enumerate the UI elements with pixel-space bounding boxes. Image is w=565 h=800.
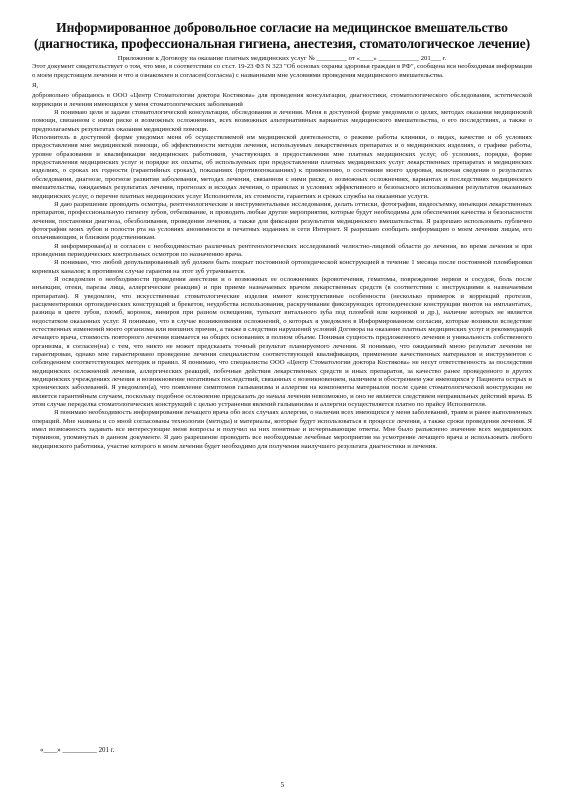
contract-appendix-line: Приложение к Договору на оказание платных медицинских услуг № _________ от «____» ____________ 201___ г. <box>117 55 447 62</box>
depulped-tooth-paragraph: Я понимаю, что любой депульпированный зуб должен быть покрыт постоянной ортопедической конструкцией в течение 1 месяца после постоянной пломбировки корневых каналов; в противном случае гарантия на этот зуб утрачивается. <box>32 259 532 275</box>
title-line-2: (диагностика, профессиональная гигиена, анестезия, стоматологическое лечение) <box>33 36 531 51</box>
xray-paragraph: Я информирован(а) и согласен с необходимостью различных рентгенологических исследований челюстно-лицевой области до лечения, во время лечения и при проведении периодических контрольных осмотров по назначению врача. <box>32 242 532 258</box>
risks-paragraph: Я осведомлен о необходимости проведения анестезии и о возможных ее осложнениях (кровотечения, гематомы, повреждение нервов и сосудов, боль после инъекции, отеки, парезы лица, аллергические реакции) и при приеме назначаемых врачом лекарственных средств (в соответствии с инструкциями к назначаемым препаратам). Я уведомлен, что искусственные стоматологические изделия имеют конструктивные особенности (несколько примерок и коррекций протезов, расцементировки ортопедических конструкций и брекетов, неудобства использования, раскручивание фиксирующих ортопедические конструкции винтов на имплантатах, разница в цвете зубов, пломб, коронок, виниров при разном освещении, тупыхит витального зуба под пломбой или коронкой и др.), наличие которых не является недостатком оказанных услуг. Я понимаю, что в случае возникновения осложнений, о которых я уведомлен в Информированном согласии, которые возникли вследствие естественных изменений моего организма или внешних причин, а также в следствии нарушений условий Договора на оказание платных медицинских услуг и рекомендаций лечащего врача, стоимость повторного лечения взимается на общих основаниях в полном объеме. Понимая сущность предложенного лечения и уникальность собственного организма, я согласен(на) с тем, что никто не может предсказать точный результат планируемого лечения. Я понимаю, что ожидаемый мною результат лечения не гарантирован, однако мне гарантировано проведение лечения специалистом соответствующей квалификации, применение качественных материалов и инструментов с соблюдением соответствующих методик и правил. Я понимаю, что специалисты ООО «Центр Стоматологии доктора Костякова» не несут ответственность за последствия медицинских осложнений лечения, аллергических реакций, побочные действия лекарственных средств и иных препаратов, за качество ранее проведенного в других медицинских учреждениях лечения и возникновение негативных последствий, связанных с возникновением, наличием и обострением уже имеющихся у Пациента острых и хронических заболеваний. Я уведомлен(а), что появление симптомов гальванизма и аллергии на компоненты материалов после сдачи стоматологической конструкции не является гарантийным случаем, поскольку подобное осложнение предсказать до начала лечения невозможно, и оно не является следствием неправильных действий врача. В этом случае переделка стоматологических конструкций с целью устранения явлений гальванизма и аллергии осуществляется платно по прайсу Исполнителя. <box>32 275 532 409</box>
document-title <box>32 20 532 52</box>
consent-document <box>32 20 532 451</box>
intro-paragraph: Этот документ свидетельствует о том, что мне, в соответствии со ст.ст. 19-23 ФЗ N 323 "Об основах охраны здоровья граждан в РФ", сообщена вся необходимая информация о моем предстоящем лечении и что я ознакомлен и согласен(согласна) с названными мне условиями проведения медицинского вмешательства. <box>32 63 532 79</box>
page-number: 5 <box>280 780 285 789</box>
clinic-paragraph: добровольно обращаюсь в ООО «Центр Стоматологии доктора Костякова» для проведения консультации, диагностики, стоматологического обследования, эстетической коррекции и лечения имеющихся у меня стоматологических заболеваний <box>32 92 532 108</box>
permission-paragraph: Я даю разрешение проводить осмотры, рентгенологические и инструментальные исследования, делать оттиски, фотографии, видеосъемку, инъекции лекарственных препаратов, профессиональную гигиену зубов, отбеливание, и проводить любые другие мероприятия, которые будут необходимы для обеспечения качества и безопасности лечения, постановки диагноза, обезболивания, проведения лечения, а также для фиксации результатов медицинского вмешательства. Я разрешаю использовать публично фотографии моих зубов и полости рта на условиях анонимности в печатных изданиях и сети Интернет. Я разрешаю сообщать информацию о моем лечении лицам, его оплачивающим, и близким родственникам. <box>32 200 532 242</box>
signature-date-line: «____» __________ 201 г. <box>40 747 115 754</box>
title-line-1: Информированное добровольное согласие на медицинское вмешательство <box>56 20 508 35</box>
executor-paragraph: Исполнитель в доступной форме уведомил меня об осуществляемой им медицинской деятельности, о режиме работы клиники, о видах, качестве и об условиях предоставления мне медицинской помощи, об эффективности методов лечения, используемых лекарственных препаратах и о медицинских изделиях, о графике работы, уровне образования и квалификации медицинских работников, участвующих в предоставлении мне платных медицинских услуг, об условиях, порядке, форме предоставления медицинских услуг и порядке их оплаты, об используемых при предоставлении платных медицинских услуг лекарственных препаратах и медицинских изделиях, о сроках их годности (гарантийных сроках), показаниях (противопоказаниях) к применению, о состоянии моего здоровья, включая сведения о результатах обследования, диагнозе, прогнозе развития заболевания, методах лечения, связанном с ними риске, о возможных осложнениях, вариантах и последствиях медицинского вмешательства, ожидаемых результатах лечения, прогнозах и исходах лечения, о правилах и условиях эффективного и безопасного использования результатов оказанных медицинских услуг, о перечне платных медицинских услуг Исполнителя, их стоимости, гарантиях и сроках службы на оказанные услуги. <box>32 134 532 200</box>
patient-name-label: Я, <box>32 82 39 90</box>
goals-paragraph: Я понимаю цели и задачи стоматологической консультации, обследования и лечения. Меня в доступной форме уведомили о целях, методах оказания медицинской помощи, связанном с ними риске и возможных осложнениях, всех возможных альтернативных вариантах медицинского вмешательства, о его последствиях, а также о предполагаемых результатах оказания медицинской помощи. <box>32 109 532 133</box>
inform-doctor-paragraph: Я понимаю необходимость информирования лечащего врача обо всех случаях аллергии, о наличии всех имеющихся у меня заболеваний, травм и ранее выполненных операций. Мне названы и со мной согласованы технологии (методы) и материалы, которые будут использоваться в процессе лечения, а также сроки проведения лечения. Я имел возможность задавать все интересующие меня вопросы и получил на них понятные и исчерпывающие ответы. Мне было разъяснено значение всех медицинских терминов, упомянутых в данном документе. Я даю разрешение проводить все необходимые лечебные мероприятия на усмотрение лечащего врача и использовать любого медицинского работника, участие которого в моем лечении будет необходимо для получения наилучшего результата диагностики и лечения. <box>32 409 532 450</box>
